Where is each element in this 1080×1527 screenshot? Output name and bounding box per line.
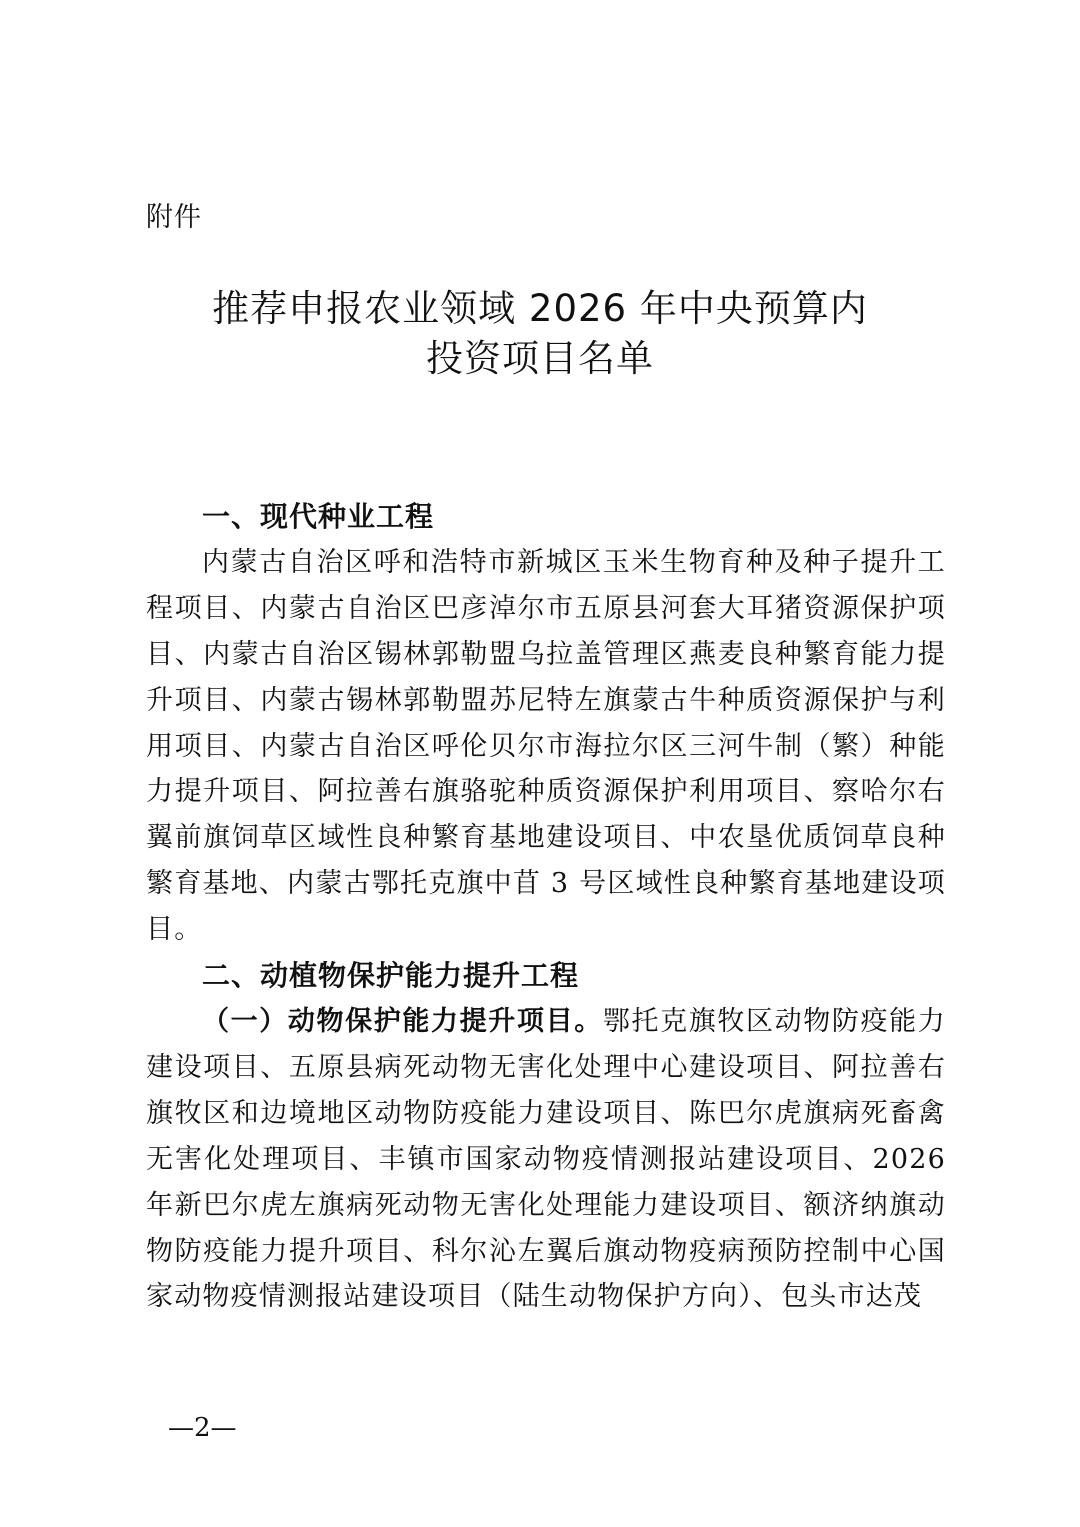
document-title-line-2: 投资项目名单 <box>426 337 654 380</box>
document-title-line-1: 推荐申报农业领域 2026 年中央预算内 <box>212 287 868 330</box>
section-paragraph-animal-protection <box>146 999 946 1320</box>
document-body <box>146 494 946 1320</box>
section-heading-protection: 二、动植物保护能力提升工程 <box>202 959 580 993</box>
subsection-lead: （一）动物保护能力提升项目。 <box>202 1005 603 1037</box>
section-heading-seed-industry: 一、现代种业工程 <box>202 500 435 533</box>
section-paragraph-seed-industry: 内蒙古自治区呼和浩特市新城区玉米生物育种及种子提升工程项目、内蒙古自治区巴彦淖尔市五原县河套大耳猪资源保护项目、内蒙古自治区锡林郭勒盟乌拉盖管理区燕麦良种繁育能力提升项目、内蒙古锡林郭勒盟苏尼特左旗蒙古牛种质资源保护与利用项目、内蒙古自治区呼伦贝尔市海拉尔区三河牛制（繁）种能力提升项目、阿拉善右旗骆驼种质资源保护利用项目、察哈尔右翼前旗饲草区域性良种繁育基地建设项目、中农垦优质饲草良种繁育基地、内蒙古鄂托克旗中苜 3 号区域性良种繁育基地建设项目。 <box>146 546 946 946</box>
attachment-label: 附件 <box>146 202 202 233</box>
subsection-text: 鄂托克旗牧区动物防疫能力建设项目、五原县病死动物无害化处理中心建设项目、阿拉善右旗牧区和边境地区动物防疫能力建设项目、陈巴尔虎旗病死畜禽无害化处理项目、丰镇市国家动物疫情测报站建设项目、2026 年新巴尔虎左旗病死动物无害化处理能力建设项目、额济纳旗动物防疫能力提升项目、科尔沁左翼后旗动物疫病预防控制中心国家动物疫情测报站建设项目（陆生动物保护方向）、包头市达茂 <box>146 1005 946 1313</box>
page-number: —2— <box>168 1413 237 1443</box>
